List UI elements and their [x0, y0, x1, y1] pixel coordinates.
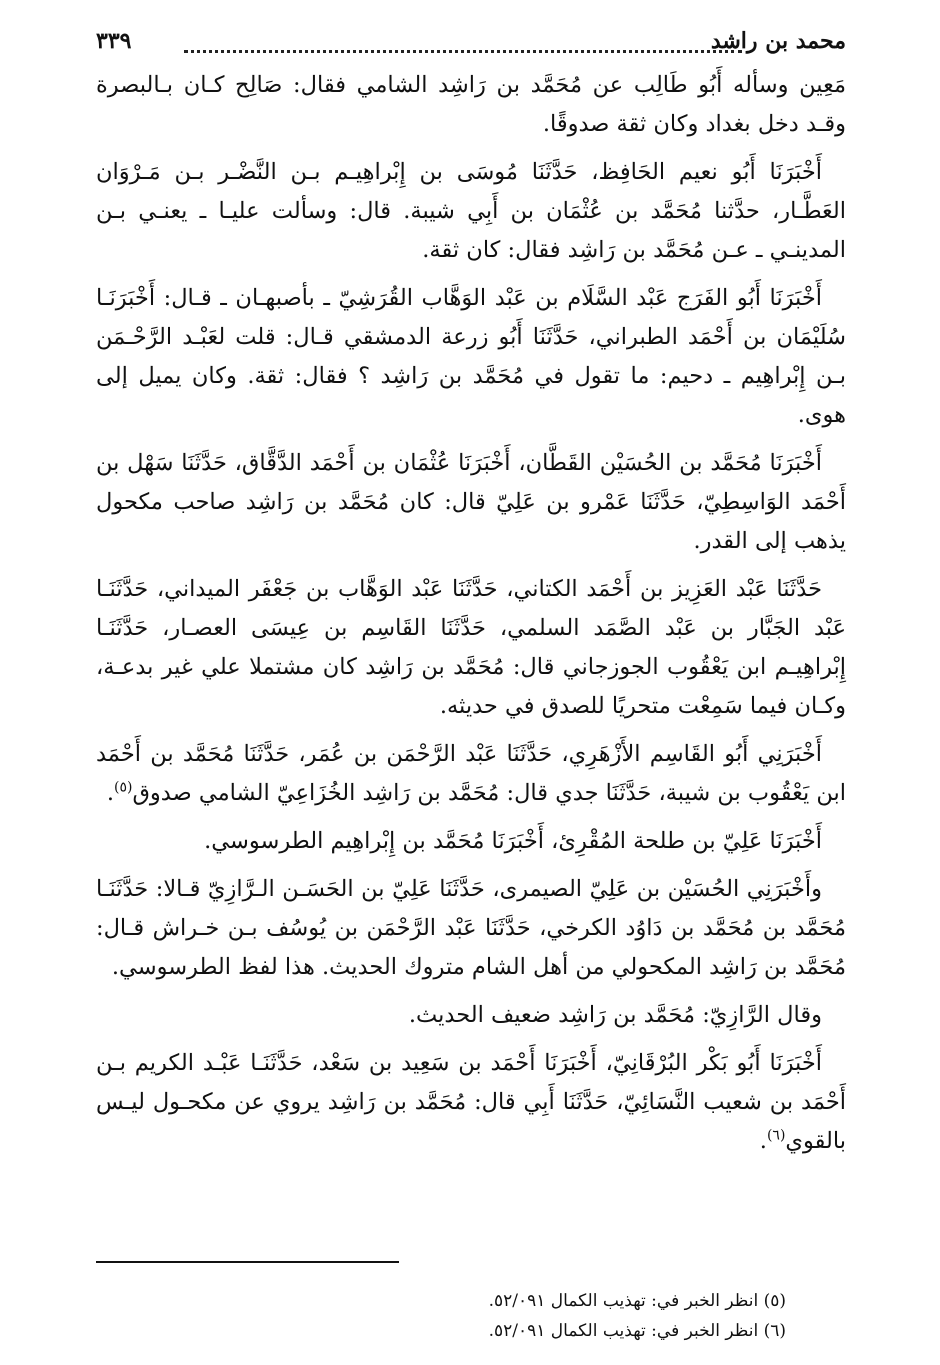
running-header	[96, 22, 846, 66]
paragraph: وقال الرَّازِيّ: مُحَمَّد بن رَاشِد ضعيف الحديث.	[408, 1002, 822, 1028]
footnote-ref-6[interactable]: (٦)	[766, 1127, 786, 1144]
main-text	[96, 66, 846, 1161]
footnote-5: (٥) انظر الخبر في: تهذيب الكمال ٥٢/٠٩١.	[488, 1291, 786, 1311]
paragraph: أَخْبَرَنَا أَبُو الفَرَج عَبْد السَّلَام بن عَبْد الوَهَّاب القُرَشِيّ ـ بأصبهـان ـ قـال: أَخْبَرَنَـا سُلَيْمَان بن أَحْمَد الطبراني، حَدَّثَنَا أَبُو زرعة الدمشقي قـال: قلت لعَبْـد الرَّحْـمَن بـن إِبْراهِيم ـ دحيم: ما تقول في مُحَمَّد بن رَاشِد ؟ فقال: ثقة. وكان يميل إلى هوى.	[96, 285, 846, 428]
paragraph: حَدَّثَنَا عَبْد العَزِيز بن أَحْمَد الكتاني، حَدَّثَنَا عَبْد الوَهَّاب بن جَعْفَر الميداني، حَدَّثَنَـا عَبْد الجَبَّار بن عَبْد الصَّمَد السلمي، حَدَّثَنَا القَاسِم بن عِيسَى العصـار، حَدَّثَنَـا إِبْراهِيـم ابن يَعْقُوب الجوزجاني قال: مُحَمَّد بن رَاشِد كان مشتملا علي غير بدعـة، وكـان فيما سَمِعْت متحريًا للصدق في حديثه.	[96, 576, 846, 719]
paragraph: أَخْبَرَنَا أَبُو نعيم الحَافِظ، حَدَّثَنَا مُوسَى بن إِبْراهِيـم بـن النَّضْـر بـن مَـرْوَان العَطَّـار، حدَّثنا مُحَمَّد بن عُثْمَان بن أَبِي شيبة. قال: وسألت عليـا ـ يعنـي بـن المدينـي ـ عـن مُحَمَّد بن رَاشِد فقال: كان ثقة.	[96, 159, 846, 263]
footnote-ref-5[interactable]: (٥)	[114, 779, 133, 796]
footnote-divider	[96, 1261, 399, 1263]
footnotes	[489, 1286, 786, 1346]
book-page	[96, 22, 846, 1342]
paragraph-with-footnote	[96, 1044, 846, 1161]
paragraph: مَعِين وسأله أَبُو طَالِب عن مُحَمَّد بن رَاشِد الشامي فقال: صَالِح كـان بـالبصرة وقـد دخل بغداد وكان ثقة صدوقًا.	[96, 72, 846, 137]
header-leader-dots	[184, 30, 742, 53]
sentence-end: .	[106, 780, 114, 806]
paragraph: أَخْبَرَنَا مُحَمَّد بن الحُسَيْن القَطَّان، أَخْبَرَنَا عُثْمَان بن أَحْمَد الدَّقَّاق، حَدَّثَنَا سَهْل بن أَحْمَد الوَاسِطِيّ، حَدَّثَنَا عَمْرو بن عَلِيّ قال: كان مُحَمَّد بن رَاشِد صاحب مكحول يذهب إلى القدر.	[96, 450, 846, 554]
paragraph-text: أَخْبَرَنَا أَبُو بَكْر البُرْقَانِيّ، أَخْبَرَنَا أَحْمَد بن سَعِيد بن سَعْد، حَدَّثَنَـا عَبْـد الكريم بـن أَحْمَد بن شعيب النَّسَائِيّ، حَدَّثَنَا أَبِي قال: مُحَمَّد بن رَاشِد يروي عن مكحـول ليـس بالقوي	[96, 1050, 846, 1154]
footnote-6: (٦) انظر الخبر في: تهذيب الكمال ٥٢/٠٩١.	[488, 1321, 786, 1341]
paragraph: أَخْبَرَنَا عَلِيّ بن طلحة المُقْرِئ، أَخْبَرَنَا مُحَمَّد بن إِبْراهِيم الطرسوسي.	[204, 828, 822, 854]
sentence-end: .	[759, 1128, 767, 1154]
paragraph-text: أَخْبَرَنِي أَبُو القَاسِم الأَزْهَرِي، حَدَّثَنَا عَبْد الرَّحْمَن بن عُمَر، حَدَّثَنَا مُحَمَّد بن أَحْمَد ابن يَعْقُوب بن شيبة، حَدَّثَنَا جدي قال: مُحَمَّد بن رَاشِد الخُزَاعِيّ الشامي صدوق	[96, 741, 846, 806]
page-number: ٣٣٩	[96, 28, 132, 54]
paragraph-with-footnote	[96, 735, 846, 813]
header-title: محمد بن راشد	[710, 28, 846, 54]
paragraph: وأَخْبَرَنِي الحُسَيْن بن عَلِيّ الصيمرى، حَدَّثَنَا عَلِيّ بن الحَسَـن الـرَّازِيّ قـالا: حَدَّثَنَـا مُحَمَّد بن مُحَمَّد بن دَاوُد الكرخي، حَدَّثَنَا عَبْد الرَّحْمَن بن يُوسُف بـن خـراش قـال: مُحَمَّد بن رَاشِد المكحولي من أهل الشام متروك الحديث. هذا لفظ الطرسوسي.	[96, 876, 846, 980]
